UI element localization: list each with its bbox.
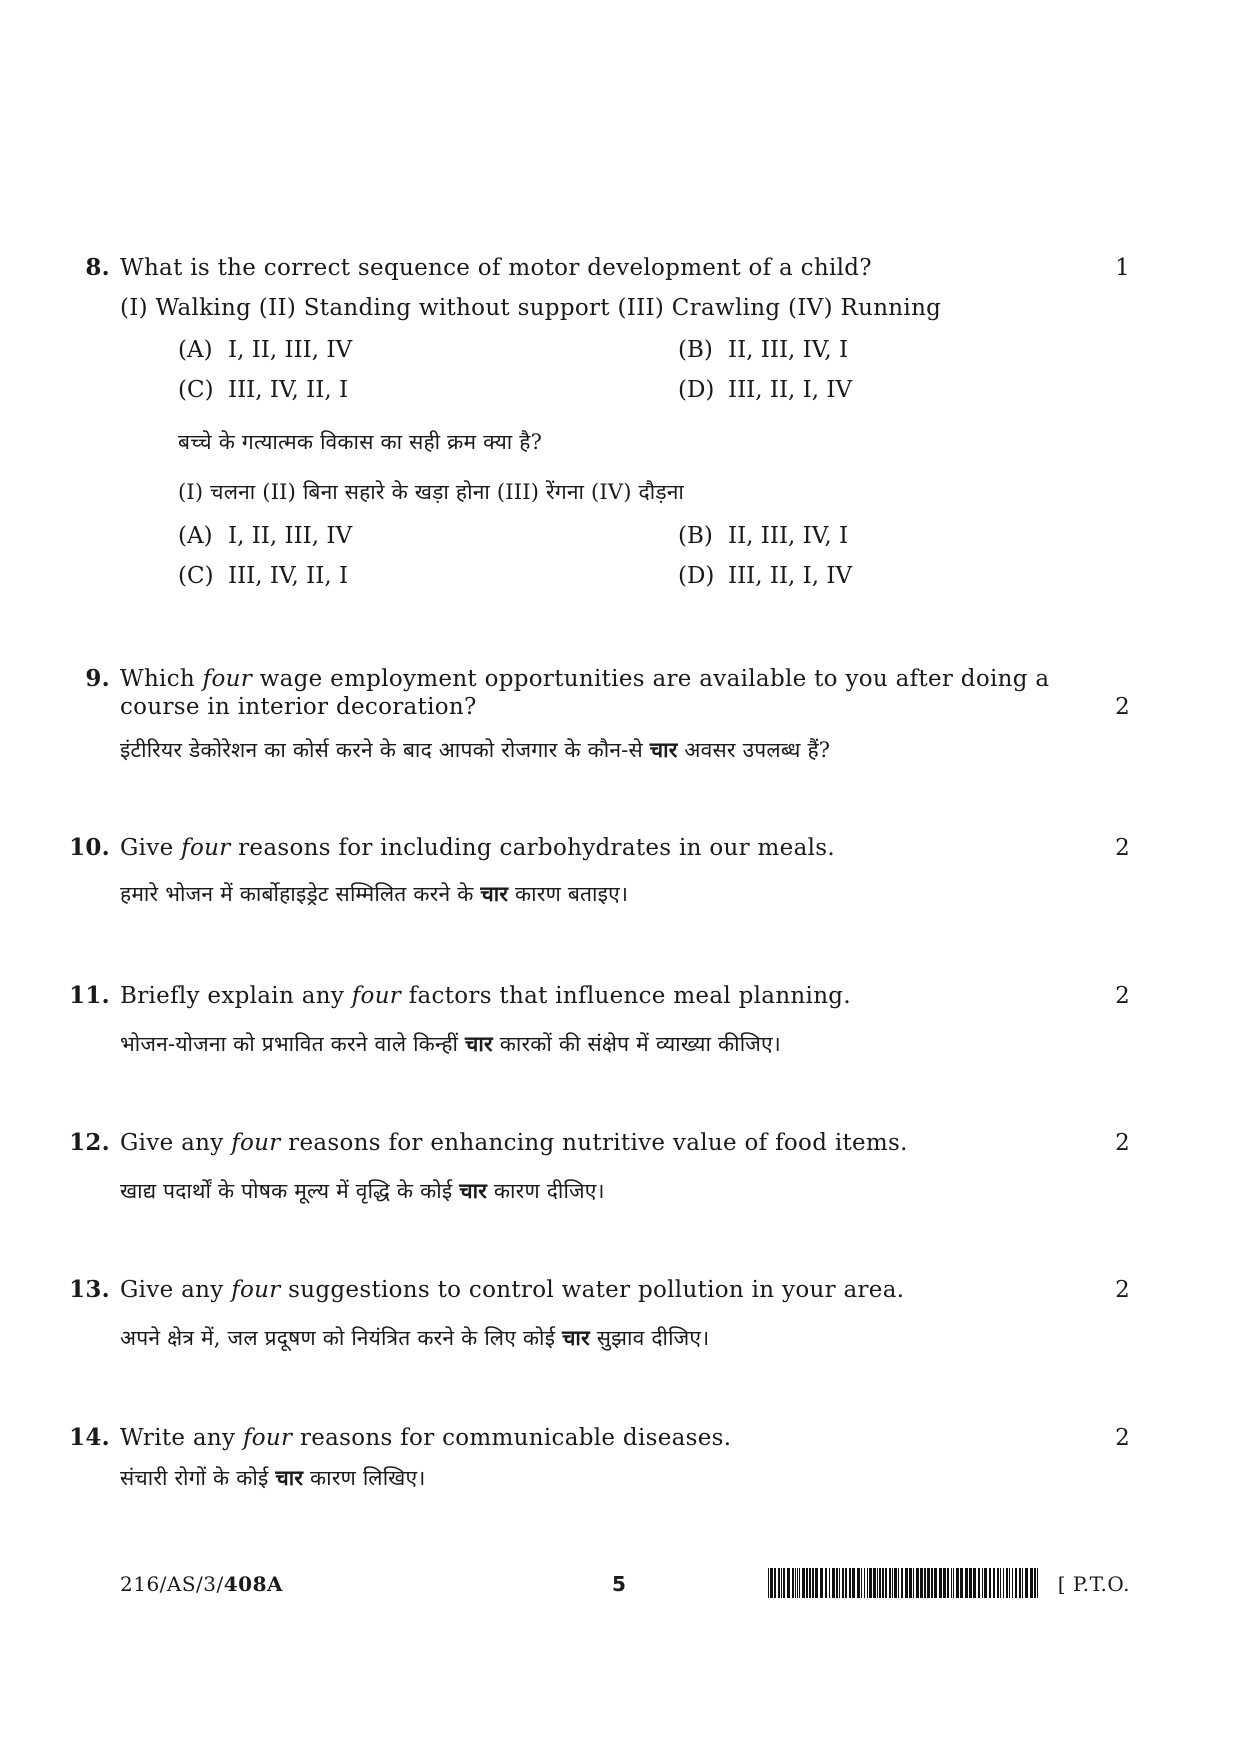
question-8	[85, 253, 1130, 605]
text-part: Briefly explain any	[120, 983, 352, 1009]
pto-label: [ P.T.O.	[1057, 1572, 1130, 1596]
question-12	[69, 1128, 1130, 1206]
option-d	[678, 563, 852, 589]
question-number: 13.	[69, 1276, 110, 1303]
emphasis: चार	[465, 1031, 493, 1056]
text-part: Write any	[120, 1425, 243, 1451]
question-text-hi: बच्चे के गत्यात्मक विकास का सही क्रम क्या है?	[178, 430, 543, 454]
question-marks: 2	[1115, 1425, 1130, 1451]
text-part: factors that influence meal planning.	[401, 983, 851, 1009]
question-text-en	[120, 1128, 1130, 1158]
text-part: कारण बताइए।	[508, 882, 629, 906]
question-marks: 2	[1115, 983, 1130, 1009]
option-label: (A)	[178, 523, 213, 549]
text-part: अवसर उपलब्ध हैं?	[677, 738, 831, 762]
question-text-en	[120, 665, 1130, 721]
emphasis: four	[202, 666, 252, 692]
text-part: भोजन-योजना को प्रभावित करने वाले किन्हीं	[120, 1032, 466, 1056]
question-text-en	[120, 1423, 1130, 1453]
text-part: हमारे भोजन में कार्बोहाइड्रेट सम्मिलित करने के	[120, 882, 481, 906]
emphasis: four	[231, 1130, 281, 1156]
question-13-line	[69, 1275, 1130, 1305]
paper-code-prefix: 216/AS/3/	[120, 1572, 224, 1596]
text-part: suggestions to control water pollution in your area.	[280, 1277, 905, 1303]
option-d	[678, 377, 852, 403]
question-11	[69, 981, 1130, 1059]
emphasis: चार	[275, 1465, 304, 1490]
text-part: Give	[120, 835, 182, 861]
question-10	[69, 833, 1130, 909]
emphasis: four	[242, 1425, 293, 1451]
question-number: 10.	[69, 834, 110, 861]
option-label: (A)	[178, 337, 213, 363]
question-text-hi	[120, 1463, 1130, 1493]
emphasis: चार	[562, 1325, 590, 1350]
option-label: (B)	[678, 337, 713, 363]
question-text-hi	[120, 1323, 1130, 1353]
text-part: Give any	[120, 1277, 232, 1303]
options-hi	[178, 523, 1130, 605]
text-part: reasons for enhancing nutritive value of food items.	[280, 1130, 908, 1156]
text-part: कारकों की संक्षेप में व्याख्या कीजिए।	[492, 1032, 781, 1056]
question-10-line	[69, 833, 1130, 863]
question-13	[69, 1275, 1130, 1353]
text-part: कारण दीजिए।	[487, 1179, 605, 1203]
emphasis: चार	[480, 881, 509, 906]
page-footer	[120, 1568, 1130, 1602]
question-number: 9.	[85, 665, 110, 692]
text-part: Which	[120, 666, 203, 692]
text-part: संचारी रोगों के कोई	[120, 1466, 276, 1490]
question-number: 12.	[69, 1129, 110, 1156]
question-marks: 2	[1115, 1277, 1130, 1303]
question-items-en: (I) Walking (II) Standing without support (III) Crawling (IV) Running	[120, 295, 942, 321]
emphasis: four	[231, 1277, 281, 1303]
text-part: सुझाव दीजिए।	[589, 1326, 710, 1350]
text-part: खाद्य पदार्थों के पोषक मूल्य में वृद्धि के कोई	[120, 1179, 460, 1203]
emphasis: four	[351, 983, 402, 1009]
option-text: I, II, III, IV	[228, 523, 353, 549]
option-text: II, III, IV, I	[728, 337, 849, 363]
paper-code	[120, 1572, 283, 1596]
question-marks: 2	[1115, 694, 1130, 720]
option-b	[678, 523, 848, 549]
option-label: (D)	[678, 377, 715, 403]
question-number: 14.	[69, 1424, 110, 1451]
question-number: 8.	[85, 254, 110, 281]
question-text-en: What is the correct sequence of motor development of a child?	[120, 255, 872, 281]
option-c	[178, 377, 348, 403]
option-text: I, II, III, IV	[228, 337, 353, 363]
emphasis: चार	[459, 1178, 488, 1203]
question-text-hi	[120, 879, 1130, 909]
question-marks: 2	[1115, 835, 1130, 861]
option-text: III, IV, II, I	[228, 563, 349, 589]
question-9-line	[85, 665, 1130, 721]
option-text: III, IV, II, I	[228, 377, 349, 403]
question-text-en	[120, 1275, 1130, 1305]
text-part: कारण लिखिए।	[303, 1466, 426, 1490]
option-b	[678, 337, 848, 363]
question-number: 11.	[69, 982, 110, 1009]
option-c	[178, 563, 348, 589]
option-text: II, III, IV, I	[728, 523, 849, 549]
barcode-icon	[768, 1568, 1040, 1598]
option-text: III, II, I, IV	[728, 563, 853, 589]
option-a	[178, 523, 352, 549]
question-marks: 1	[1115, 255, 1130, 281]
question-9	[85, 665, 1130, 765]
question-text-en	[120, 981, 1130, 1011]
page-number: 5	[612, 1572, 626, 1596]
question-text-en	[120, 833, 1130, 863]
option-label: (C)	[178, 377, 214, 403]
option-label: (D)	[678, 563, 715, 589]
emphasis: चार	[649, 737, 678, 762]
question-14	[69, 1423, 1130, 1493]
question-text-hi	[120, 735, 1130, 765]
emphasis: four	[181, 835, 231, 861]
text-part: reasons for communicable diseases.	[292, 1425, 732, 1451]
text-part: इंटीरियर डेकोरेशन का कोर्स करने के बाद आपको रोजगार के कौन-से	[120, 738, 650, 762]
question-11-line	[69, 981, 1130, 1011]
option-label: (B)	[678, 523, 713, 549]
text-part: wage employment opportunities are available to you after doing a course in interior decoration?	[120, 666, 1050, 720]
paper-code-bold: 408A	[223, 1572, 284, 1596]
question-marks: 2	[1115, 1130, 1130, 1156]
question-text-hi	[120, 1029, 1130, 1059]
question-text-hi	[120, 1176, 1130, 1206]
option-label: (C)	[178, 563, 214, 589]
text-part: reasons for including carbohydrates in our meals.	[230, 835, 835, 861]
option-a	[178, 337, 352, 363]
question-14-line	[69, 1423, 1130, 1453]
options-en	[178, 337, 1130, 419]
question-12-line	[69, 1128, 1130, 1158]
option-text: III, II, I, IV	[728, 377, 853, 403]
question-items-hi: (I) चलना (II) बिना सहारे के खड़ा होना (III) रेंगना (IV) दौड़ना	[178, 480, 685, 504]
question-8-line	[85, 253, 1130, 283]
text-part: अपने क्षेत्र में, जल प्रदूषण को नियंत्रित करने के लिए कोई	[120, 1326, 563, 1350]
text-part: Give any	[120, 1130, 232, 1156]
